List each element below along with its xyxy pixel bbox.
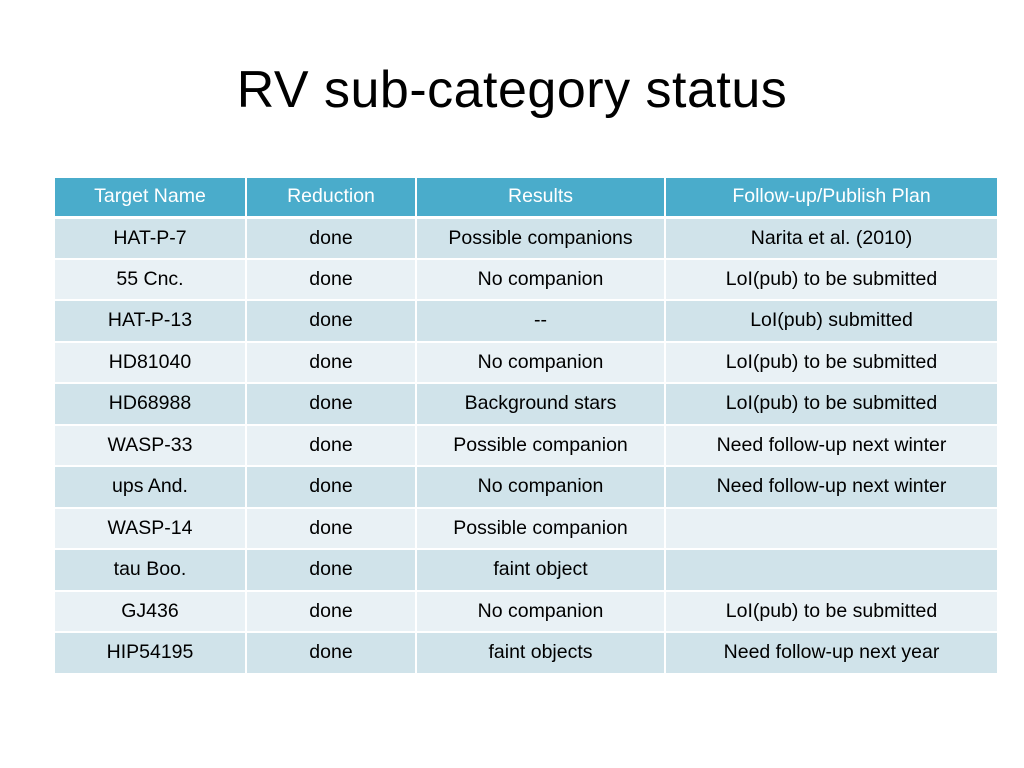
cell-target-name: HD68988 xyxy=(54,383,246,425)
cell-follow-up-plan: LoI(pub) to be submitted xyxy=(665,342,998,384)
cell-reduction: done xyxy=(246,591,416,633)
cell-results: Background stars xyxy=(416,383,665,425)
table-header xyxy=(54,177,998,217)
header-reduction: Reduction xyxy=(246,177,416,217)
cell-reduction: done xyxy=(246,217,416,259)
cell-follow-up-plan: Need follow-up next winter xyxy=(665,466,998,508)
cell-follow-up-plan xyxy=(665,508,998,550)
cell-results: No companion xyxy=(416,342,665,384)
cell-reduction: done xyxy=(246,259,416,301)
cell-follow-up-plan xyxy=(665,549,998,591)
cell-target-name: HIP54195 xyxy=(54,632,246,674)
table-row xyxy=(54,300,998,342)
cell-follow-up-plan: LoI(pub) to be submitted xyxy=(665,259,998,301)
cell-follow-up-plan: LoI(pub) to be submitted xyxy=(665,591,998,633)
cell-reduction: done xyxy=(246,383,416,425)
cell-results: Possible companion xyxy=(416,425,665,467)
status-table-container xyxy=(53,176,997,675)
cell-target-name: WASP-14 xyxy=(54,508,246,550)
cell-target-name: tau Boo. xyxy=(54,549,246,591)
cell-reduction: done xyxy=(246,466,416,508)
cell-results: faint objects xyxy=(416,632,665,674)
cell-reduction: done xyxy=(246,632,416,674)
cell-target-name: GJ436 xyxy=(54,591,246,633)
cell-target-name: HD81040 xyxy=(54,342,246,384)
cell-results: Possible companions xyxy=(416,217,665,259)
cell-follow-up-plan: Need follow-up next year xyxy=(665,632,998,674)
header-target-name: Target Name xyxy=(54,177,246,217)
cell-reduction: done xyxy=(246,300,416,342)
cell-target-name: HAT-P-13 xyxy=(54,300,246,342)
table-row xyxy=(54,632,998,674)
table-row xyxy=(54,259,998,301)
table-row xyxy=(54,591,998,633)
cell-target-name: WASP-33 xyxy=(54,425,246,467)
cell-results: Possible companion xyxy=(416,508,665,550)
header-results: Results xyxy=(416,177,665,217)
cell-reduction: done xyxy=(246,508,416,550)
table-row xyxy=(54,425,998,467)
slide-title: RV sub-category status xyxy=(236,61,788,119)
cell-results: No companion xyxy=(416,259,665,301)
cell-target-name: HAT-P-7 xyxy=(54,217,246,259)
status-table xyxy=(53,176,999,675)
cell-results: No companion xyxy=(416,466,665,508)
table-row xyxy=(54,508,998,550)
cell-results: faint object xyxy=(416,549,665,591)
header-row xyxy=(54,177,998,217)
table-row xyxy=(54,383,998,425)
cell-results: No companion xyxy=(416,591,665,633)
cell-follow-up-plan: Need follow-up next winter xyxy=(665,425,998,467)
cell-reduction: done xyxy=(246,549,416,591)
cell-follow-up-plan: LoI(pub) submitted xyxy=(665,300,998,342)
cell-reduction: done xyxy=(246,425,416,467)
cell-reduction: done xyxy=(246,342,416,384)
cell-target-name: 55 Cnc. xyxy=(54,259,246,301)
table-row xyxy=(54,466,998,508)
cell-follow-up-plan: LoI(pub) to be submitted xyxy=(665,383,998,425)
table-row xyxy=(54,549,998,591)
cell-follow-up-plan: Narita et al. (2010) xyxy=(665,217,998,259)
table-body xyxy=(54,217,998,674)
cell-target-name: ups And. xyxy=(54,466,246,508)
header-follow-up-plan: Follow-up/Publish Plan xyxy=(665,177,998,217)
cell-results: -- xyxy=(416,300,665,342)
table-row xyxy=(54,342,998,384)
table-row xyxy=(54,217,998,259)
